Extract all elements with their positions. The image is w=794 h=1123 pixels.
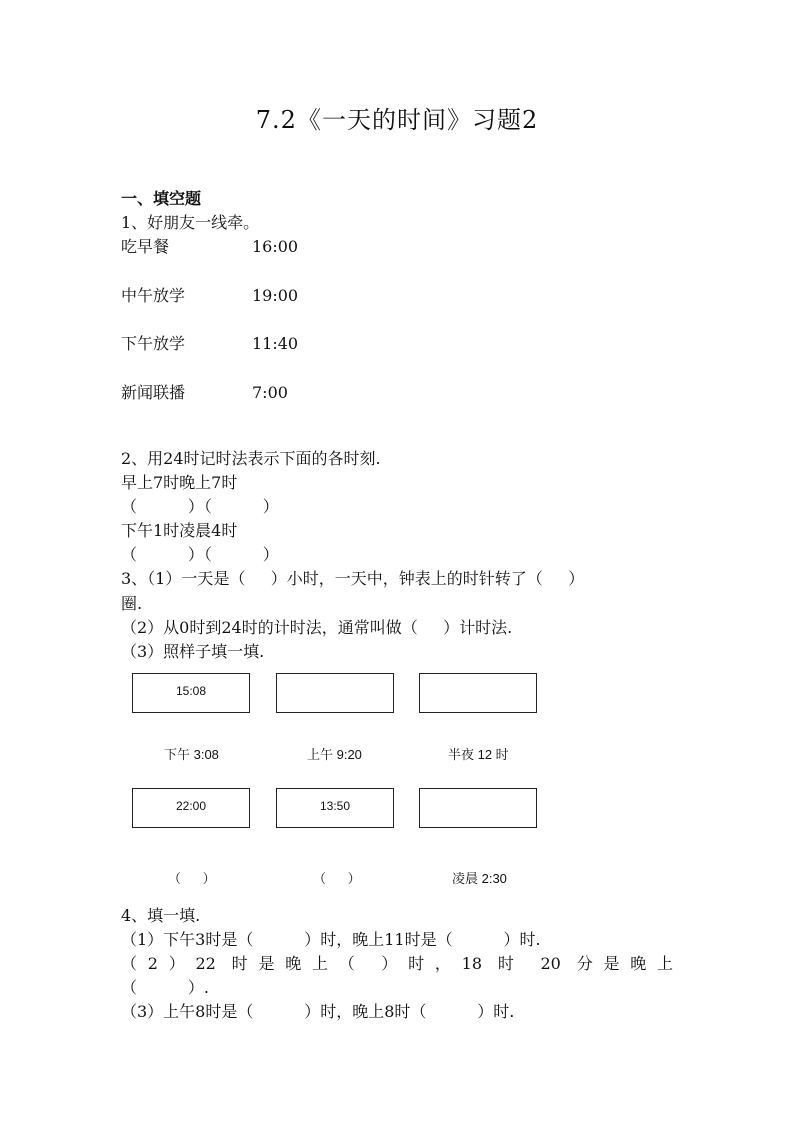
time-box-value: 22:00 [175,799,207,813]
time-caption: 下午 3:08 [164,747,219,762]
question-3-part-3: （3）照样子填一填. [121,642,265,661]
question-3-part-1-cont: 圈. [121,594,143,613]
time-box-value: 13:50 [319,799,351,813]
section-heading: 一、填空题 [121,189,202,208]
question-2-heading: 2、用24时记时法表示下面的各时刻. [121,449,381,468]
activity-label: 中午放学 [121,286,186,305]
time-box-empty [419,788,537,828]
time-caption: （ ） [168,871,216,886]
time-caption: 凌晨 2:30 [452,871,507,886]
question-4-line: （1）下午3时是（ ）时，晚上11时是（ ）时. [121,930,541,949]
time-label: 7:00 [252,383,288,402]
time-caption: 半夜 12 时 [448,747,509,762]
question-3-part-1: 3、（1）一天是（ ）小时，一天中，钟表上的时针转了（ ） [121,569,585,588]
activity-label: 下午放学 [121,334,186,353]
time-caption: 上午 9:20 [307,747,362,762]
question-2-line: 下午1时凌晨4时 [121,521,238,540]
activity-label: 吃早餐 [121,237,170,256]
page-title: 7.2《一天的时间》习题2 [255,106,539,134]
time-box-empty [419,673,537,713]
question-4-heading: 4、填一填. [121,906,201,925]
time-box-empty [276,673,394,713]
time-label: 19:00 [252,286,299,305]
time-box [132,673,250,713]
time-box [132,788,250,828]
answer-blank: （ ）（ ） [121,545,279,564]
question-4-line-cont: （ ）. [121,978,209,997]
question-3-part-2: （2）从0时到24时的计时法，通常叫做（ ）计时法. [121,618,513,637]
answer-blank: （ ）（ ） [121,497,279,516]
activity-label: 新闻联播 [121,383,186,402]
question-2-line: 早上7时晚上7时 [121,473,238,492]
time-caption: （ ） [313,871,361,886]
time-box-value: 15:08 [175,684,207,698]
question-4-line: （2）22 时是晚上（ ）时，18 时 20 分是晚上 [121,954,673,973]
question-4-line: （3）上午8时是（ ）时，晚上8时（ ）时. [121,1002,515,1021]
time-label: 11:40 [252,334,299,353]
question-1-heading: 1、好朋友一线牵。 [121,213,260,232]
time-label: 16:00 [252,237,299,256]
time-box [276,788,394,828]
